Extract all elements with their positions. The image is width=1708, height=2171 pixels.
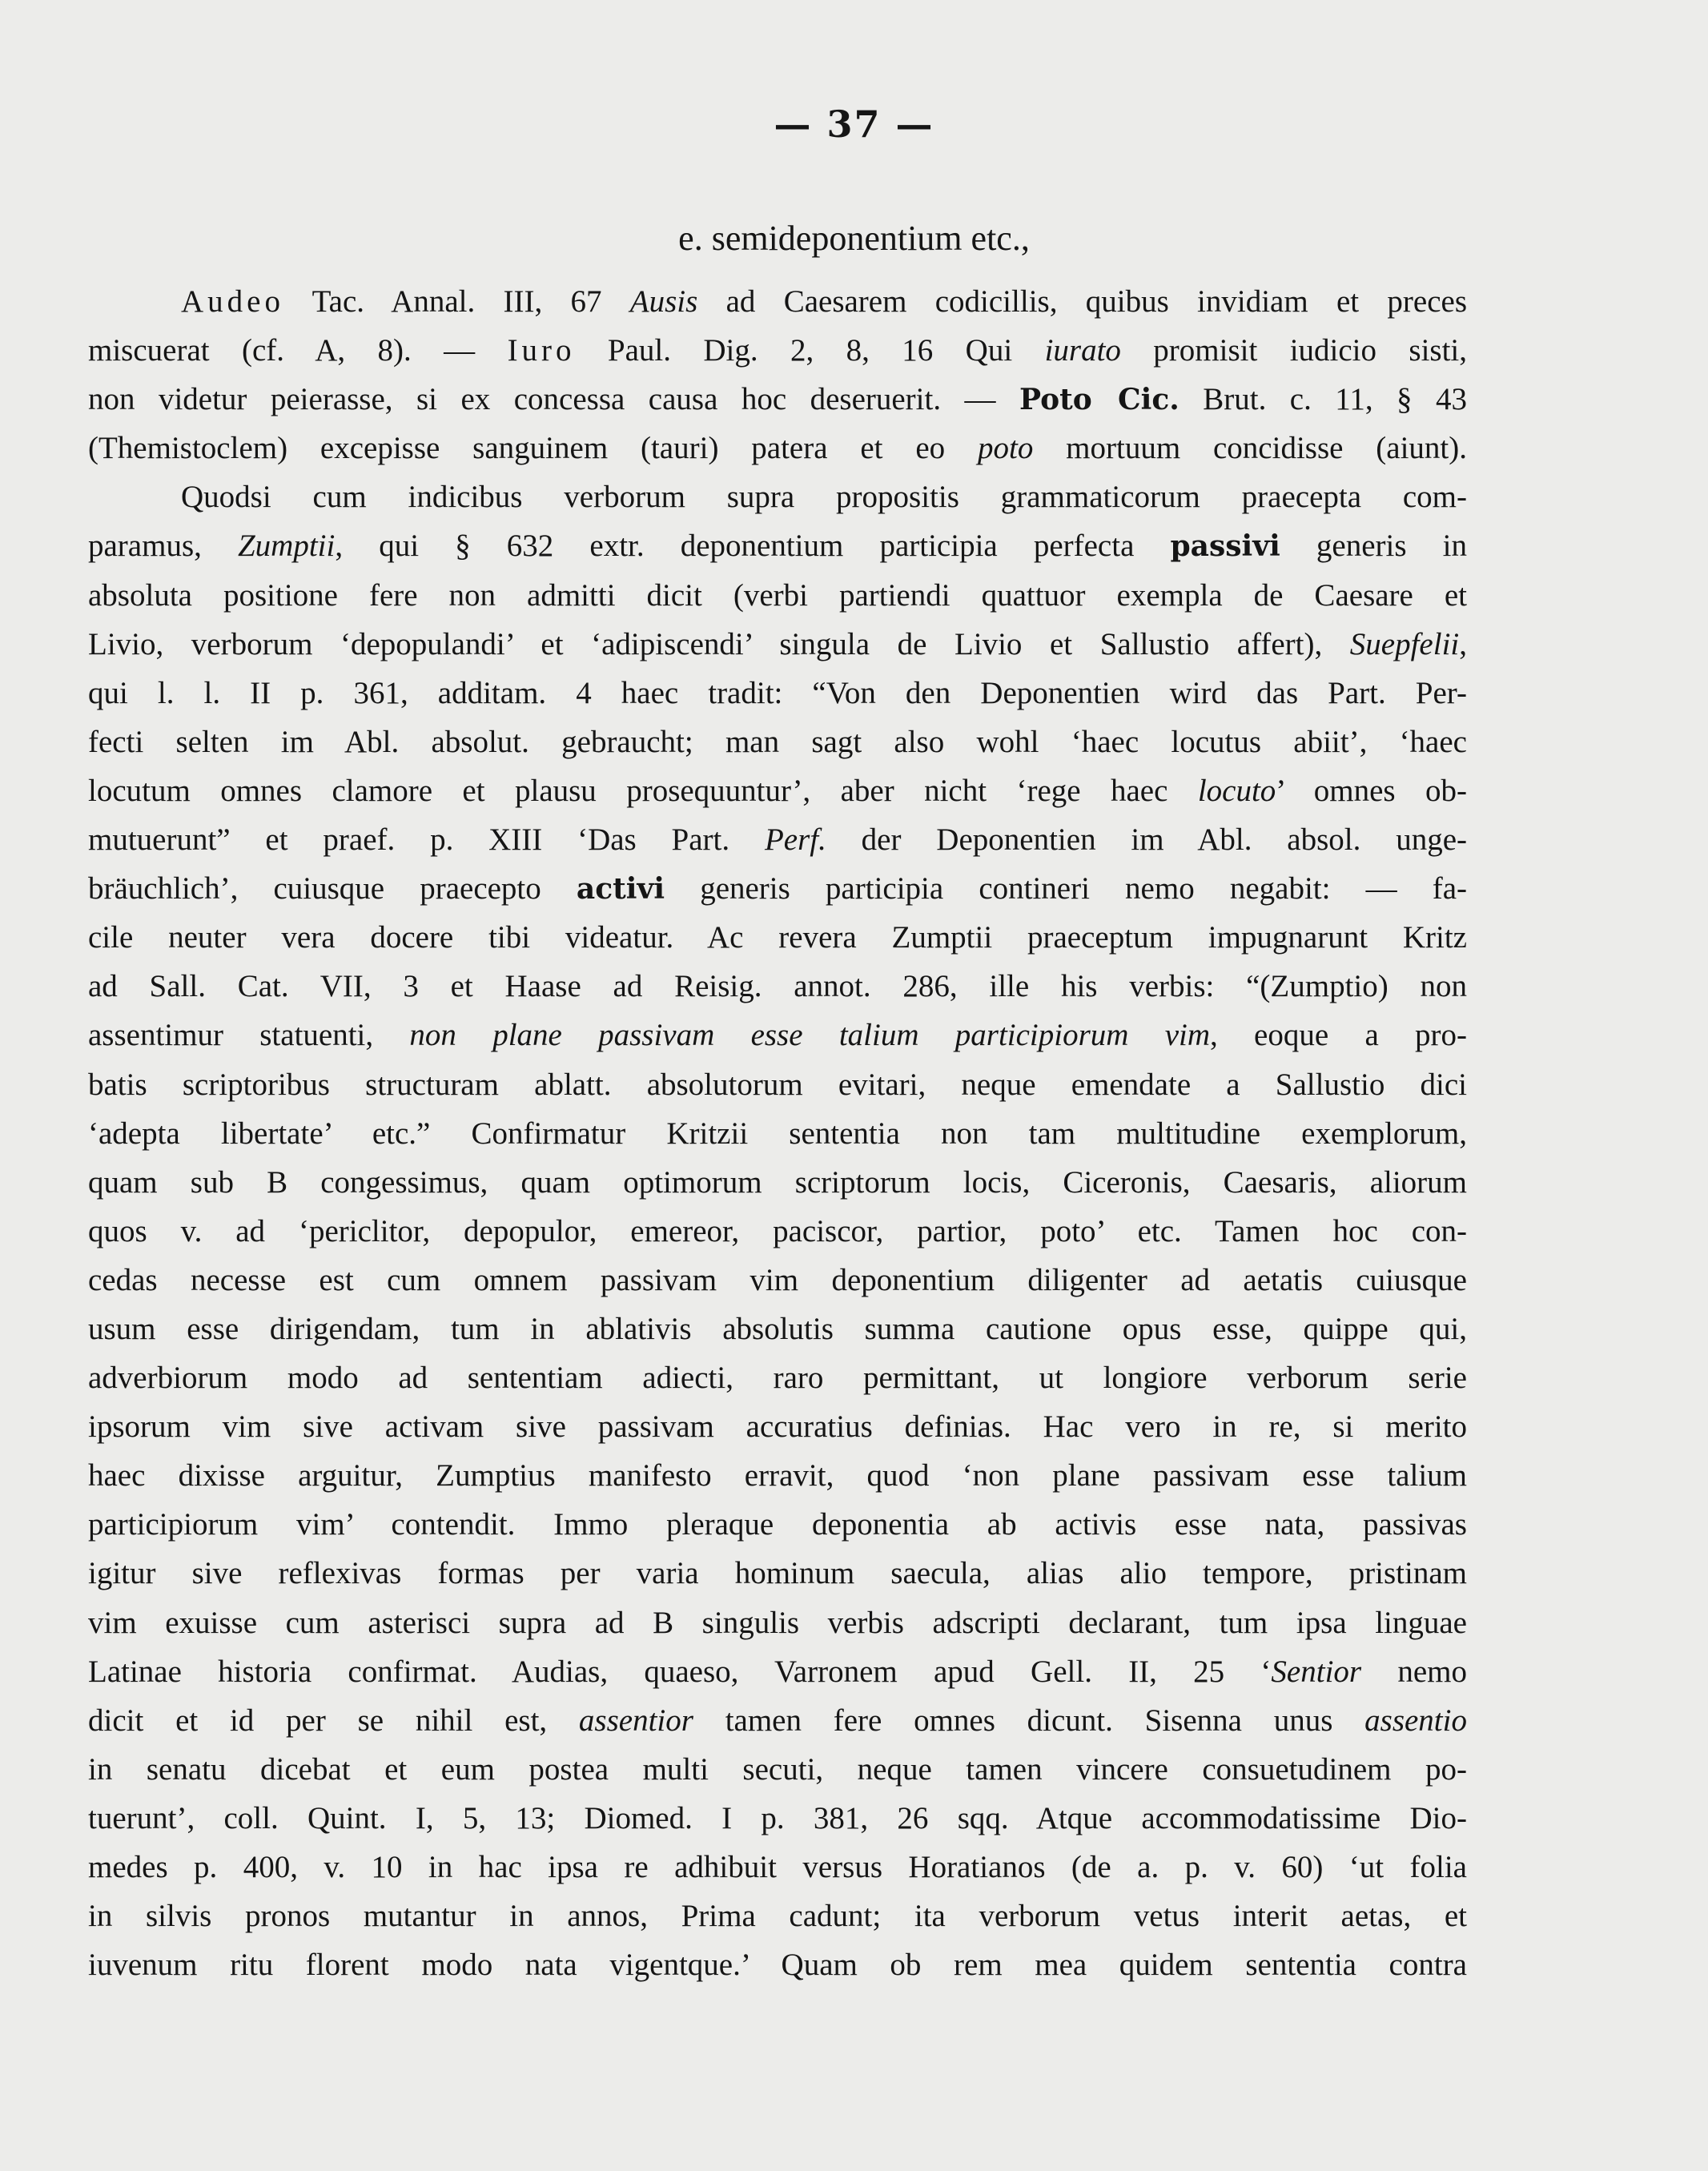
text-run: Paul. Dig. 2, 8, 16 Qui xyxy=(575,333,1045,368)
text-run: ‘adepta libertate’ etc.” Confirmatur Kritzii sententia non tam multitudine exemplorum, xyxy=(88,1116,1467,1151)
section-heading: e. semideponentium etc., xyxy=(678,219,1030,258)
text-line xyxy=(88,1451,1467,1500)
text-run: usum esse dirigendam, tum in ablativis absolutis summa cautione opus esse, quippe qui, xyxy=(88,1311,1467,1346)
bold-term: Poto Cic. xyxy=(1019,383,1180,417)
text-line xyxy=(88,1256,1467,1305)
italic-term: locuto xyxy=(1197,773,1276,808)
bold-term: activi xyxy=(576,872,665,907)
text-line xyxy=(88,571,1467,620)
text-line xyxy=(88,1696,1467,1745)
text-run: adverbiorum modo ad sententiam adiecti, raro permittant, ut longiore verborum serie xyxy=(88,1361,1467,1396)
bold-term: passivi xyxy=(1170,529,1280,564)
text-run: , xyxy=(1459,626,1467,661)
text-run: quos v. ad ‘periclitor, depopulor, emereor, paciscor, partior, poto’ etc. Tamen hoc con- xyxy=(88,1213,1467,1248)
text-line xyxy=(88,424,1467,472)
text-line xyxy=(88,1060,1467,1109)
text-run: mutuerunt” et praef. p. XIII ‘Das Part. xyxy=(88,822,765,858)
text-line xyxy=(88,766,1467,815)
text-run: in silvis pronos mutantur in annos, Prima cadunt; ita verborum vetus interit aetas, et xyxy=(88,1899,1467,1934)
text-run: cile neuter vera docere tibi videatur. Ac revera Zumptii praeceptum impugnarunt Kritz xyxy=(88,920,1467,955)
text-line xyxy=(88,962,1467,1011)
text-line xyxy=(88,326,1467,375)
italic-term: Zumptii xyxy=(237,529,336,564)
text-run: miscuerat (cf. A, 8). — xyxy=(88,333,508,368)
text-line xyxy=(88,864,1467,913)
text-line xyxy=(88,1305,1467,1353)
italic-term: non plane passivam esse talium participiorum vim xyxy=(409,1018,1211,1053)
text-run: in senatu dicebat et eum postea multi secuti, neque tamen vincere consuetudinem po- xyxy=(88,1751,1467,1787)
text-line xyxy=(88,1892,1467,1940)
text-run: fecti selten im Abl. absolut. gebraucht; man sagt also wohl ‘haec locutus abiit’, ‘haec xyxy=(88,724,1467,759)
text-run: ad Sall. Cat. VII, 3 et Haase ad Reisig. annot. 286, ille his verbis: “(Zumptio) non xyxy=(88,969,1467,1004)
text-run: Brut. c. 11, § 43 xyxy=(1179,382,1467,417)
italic-term: assentior xyxy=(578,1703,693,1738)
body-text xyxy=(88,277,1467,1989)
text-run: igitur sive reflexivas formas per varia hominum saecula, alias alio tempore, pristinam xyxy=(88,1556,1467,1591)
text-line xyxy=(88,375,1467,424)
text-run: iuvenum ritu florent modo nata vigentque.’ Quam ob rem mea quidem sententia contra xyxy=(88,1948,1467,1983)
text-run: bräuchlich’, cuiusque praecepto xyxy=(88,871,577,907)
text-run: , eoque a pro- xyxy=(1210,1018,1468,1053)
text-run: nemo xyxy=(1361,1654,1467,1689)
text-line xyxy=(88,472,1467,521)
text-run: paramus, xyxy=(88,529,238,564)
text-line xyxy=(88,1794,1467,1843)
text-line xyxy=(88,1158,1467,1207)
text-run: participiorum vim’ contendit. Immo pleraque deponentia ab activis esse nata, passivas xyxy=(88,1507,1467,1542)
text-run: ipsorum vim sive activam sive passivam accuratius definias. Hac vero in re, si merito xyxy=(88,1409,1467,1445)
text-line xyxy=(88,1353,1467,1402)
text-line xyxy=(88,1745,1467,1794)
text-line xyxy=(88,1402,1467,1451)
text-run: mortuum concidisse (aiunt). xyxy=(1033,431,1467,466)
text-line xyxy=(88,1549,1467,1598)
italic-term: poto xyxy=(977,431,1034,466)
text-run: ’ omnes ob- xyxy=(1276,773,1468,808)
text-run: generis participia contineri nemo negabit: — fa- xyxy=(665,871,1467,907)
text-run: , qui § 632 extr. deponentium participia perfecta xyxy=(335,529,1171,564)
text-line xyxy=(88,718,1467,766)
text-line xyxy=(88,1207,1467,1256)
text-run: tamen fere omnes dicunt. Sisenna unus xyxy=(693,1703,1365,1738)
text-line xyxy=(88,815,1467,864)
text-run: Tac. Annal. III, 67 xyxy=(283,284,630,319)
italic-term: iurato xyxy=(1044,333,1121,368)
text-run: Latinae historia confirmat. Audias, quaeso, Varronem apud Gell. II, 25 ‘ xyxy=(88,1654,1272,1689)
text-run: ad Caesarem codicillis, quibus invidiam et preces xyxy=(697,284,1467,319)
text-line xyxy=(88,1500,1467,1549)
text-line xyxy=(88,1109,1467,1158)
italic-term: assentio xyxy=(1364,1703,1467,1738)
text-run: der Deponentien im Abl. absol. unge- xyxy=(826,822,1467,858)
text-run: cedas necesse est cum omnem passivam vim deponentium diligenter ad aetatis cuiusque xyxy=(88,1262,1467,1297)
text-run: (Themistoclem) excepisse sanguinem (tauri) patera et eo xyxy=(88,431,978,466)
text-run: absoluta positione fere non admitti dicit (verbi partiendi quattuor exempla de Caesare et xyxy=(88,577,1467,613)
text-run: haec dixisse arguitur, Zumptius manifesto erravit, quod ‘non plane passivam esse talium xyxy=(88,1458,1467,1494)
text-line xyxy=(88,620,1467,669)
text-run: Livio, verborum ‘depopulandi’ et ‘adipiscendi’ singula de Livio et Sallustio affert), xyxy=(88,626,1350,661)
italic-term: Ausis xyxy=(629,284,698,319)
text-line xyxy=(88,1940,1467,1989)
text-run: quam sub B congessimus, quam optimorum scriptorum locis, Ciceronis, Caesaris, aliorum xyxy=(88,1164,1467,1200)
text-run: Quodsi cum indicibus verborum supra propositis grammaticorum praecepta com- xyxy=(181,480,1467,515)
spaced-headword: Iuro xyxy=(507,333,576,368)
text-run: promisit iudicio sisti, xyxy=(1120,333,1468,368)
text-run: medes p. 400, v. 10 in hac ipsa re adhibuit versus Horatianos (de a. p. v. 60) ‘ut folia xyxy=(88,1850,1467,1884)
text-line xyxy=(88,1843,1467,1892)
text-run: assentimur statuenti, xyxy=(88,1018,410,1053)
spaced-headword: Audeo xyxy=(181,284,284,319)
text-run: vim exuisse cum asterisci supra ad B singulis verbis adscripti declarant, tum ipsa linguae xyxy=(88,1605,1467,1640)
text-run: generis in xyxy=(1280,529,1467,564)
text-line xyxy=(88,521,1467,570)
text-line xyxy=(88,1647,1467,1696)
page-number: — 37 — xyxy=(774,103,934,146)
text-line xyxy=(88,913,1467,962)
text-run: tuerunt’, coll. Quint. I, 5, 13; Diomed. I p. 381, 26 sqq. Atque accommodatissime Dio- xyxy=(88,1800,1467,1835)
text-run: dicit et id per se nihil est, xyxy=(88,1703,579,1738)
text-run: locutum omnes clamore et plausu prosequuntur’, aber nicht ‘rege haec xyxy=(88,773,1198,808)
text-run: qui l. l. II p. 361, additam. 4 haec tradit: “Von den Deponentien wird das Part. Per- xyxy=(88,675,1467,710)
text-line xyxy=(88,1011,1467,1059)
text-line xyxy=(88,277,1467,326)
italic-term: Suepfelii xyxy=(1349,626,1460,661)
text-line xyxy=(88,669,1467,718)
italic-term: Sentior xyxy=(1271,1654,1362,1689)
italic-term: Perf. xyxy=(764,822,826,858)
text-line xyxy=(88,1598,1467,1647)
text-run: non videtur peierasse, si ex concessa causa hoc deseruerit. — xyxy=(88,382,1019,417)
text-run: batis scriptoribus structuram ablatt. absolutorum evitari, neque emendate a Sallustio dici xyxy=(88,1067,1467,1102)
